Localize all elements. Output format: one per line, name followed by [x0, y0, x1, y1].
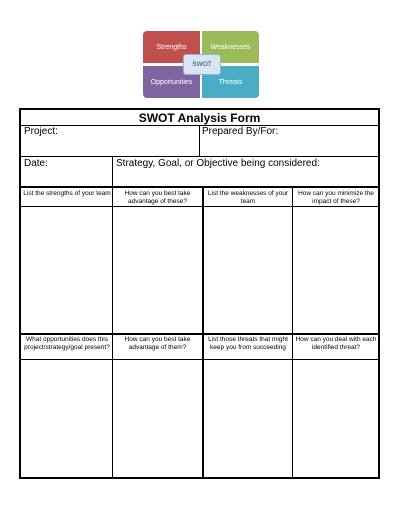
- threats-header: List those threats that might keep you from succeeding: [208, 336, 288, 351]
- swot-diagram: [143, 31, 259, 98]
- weaknesses-minimize-header: How can you minimize the impact of these?: [298, 190, 374, 205]
- strengths-advantage-header: How can you best take advantage of these?: [124, 190, 191, 205]
- divider: [21, 206, 378, 207]
- opportunities-advantage-header: How can you best take advantage of them?: [124, 336, 191, 351]
- threats-label: Threats: [218, 78, 243, 86]
- weaknesses-label: Weaknesses: [210, 43, 251, 51]
- swot-form: [19, 108, 380, 479]
- divider: [112, 156, 113, 186]
- date-label: Date:: [24, 158, 48, 169]
- strategy-label: Strategy, Goal, or Objective being considered:: [116, 158, 320, 169]
- prepared-by-label: Prepared By/For:: [202, 126, 279, 137]
- opportunities-label: Opportunities: [150, 78, 193, 86]
- opportunities-header: What opportunities does this project/strategy/goal present?: [24, 336, 110, 351]
- divider: [21, 186, 378, 188]
- swot-center-box: [183, 54, 221, 75]
- threats-deal-header: How can you deal with each identified threat?: [295, 336, 377, 351]
- strengths-label: Strengths: [156, 43, 187, 51]
- weaknesses-header: List the weaknesses of your team: [207, 190, 289, 205]
- divider: [21, 333, 378, 335]
- divider: [21, 359, 378, 360]
- divider: [21, 156, 378, 157]
- swot-center-label: SWOT: [192, 61, 212, 68]
- strengths-header: List the strengths of your team: [23, 190, 111, 197]
- divider: [199, 125, 200, 156]
- project-label: Project:: [24, 126, 58, 137]
- form-title: SWOT Analysis Form: [138, 111, 261, 125]
